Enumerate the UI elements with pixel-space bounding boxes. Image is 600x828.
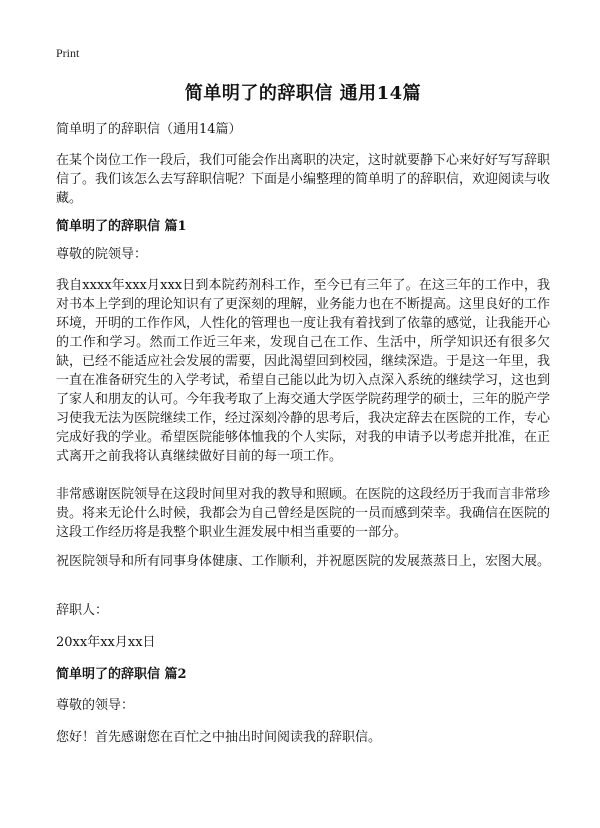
letter-2-heading: 简单明了的辞职信 篇2 [56, 667, 187, 682]
letter-2-salutation: 尊敬的领导： [56, 698, 135, 713]
letter-1-date: 20xx年xx月xx日 [56, 635, 156, 650]
intro-subtitle: 简单明了的辞职信（通用14篇） [56, 122, 242, 137]
letter-1-paragraph-2: 非常感谢医院领导在这段时间里对我的教导和照顾。在医院的这段经历于我而言非常珍贵。将来无论什么时候，我都会为自己曾经是医院的一员而感到荣幸。我确信在医院的这段工作经历将是我整个职业生涯发展中相当重要的一部分。 [56, 487, 551, 540]
print-label: Print [56, 46, 80, 60]
intro-paragraph: 在某个岗位工作一段后，我们可能会作出离职的决定，这时就要静下心来好好写写辞职信了。我们该怎么去写辞职信呢？下面是小编整理的简单明了的辞职信，欢迎阅读与收藏。 [56, 153, 551, 206]
letter-1-paragraph-3: 祝医院领导和所有同事身体健康、工作顺利，并祝愿医院的发展蒸蒸日上，宏图大展。 [56, 554, 551, 569]
letter-2-paragraph-1: 您好！首先感谢您在百忙之中抽出时间阅读我的辞职信。 [56, 730, 382, 745]
letter-1-heading: 简单明了的辞职信 篇1 [56, 219, 187, 234]
document-title: 简单明了的辞职信 通用14篇 [184, 83, 422, 104]
letter-1-salutation: 尊敬的院领导： [56, 247, 148, 262]
letter-1-signature: 辞职人： [56, 603, 109, 618]
letter-1-paragraph-1: 我自xxxx年xxx月xxx日到本院药剂科工作，至今已有三年了。在这三年的工作中，我对书本上学到的理论知识有了更深刻的理解，业务能力也在不断提高。这里良好的工作环境，开明的工作作风，人性化的管理也一度让我有着找到了依靠的感觉，让我能开心的工作和学习。然而工作近三年来，发现自己在工作、生活中，所学知识还有很多欠缺，已经不能适应社会发展的需要，因此渴望回到校园，继续深造。于是这一年里，我一直在准备研究生的入学考试，希望自己能以此为切入点深入系统的继续学习，这也到了家人和朋友的认可。今年我考取了上海交通大学医学院药理学的硕士，三年的脱产学习使我无法为医院继续工作，经过深刻冷静的思考后，我决定辞去在医院的工作，专心完成好我的学业。希望医院能够体恤我的个人实际，对我的申请予以考虑并批准，在正式离开之前我将认真继续做好目前的每一项工作。 [56, 278, 551, 464]
